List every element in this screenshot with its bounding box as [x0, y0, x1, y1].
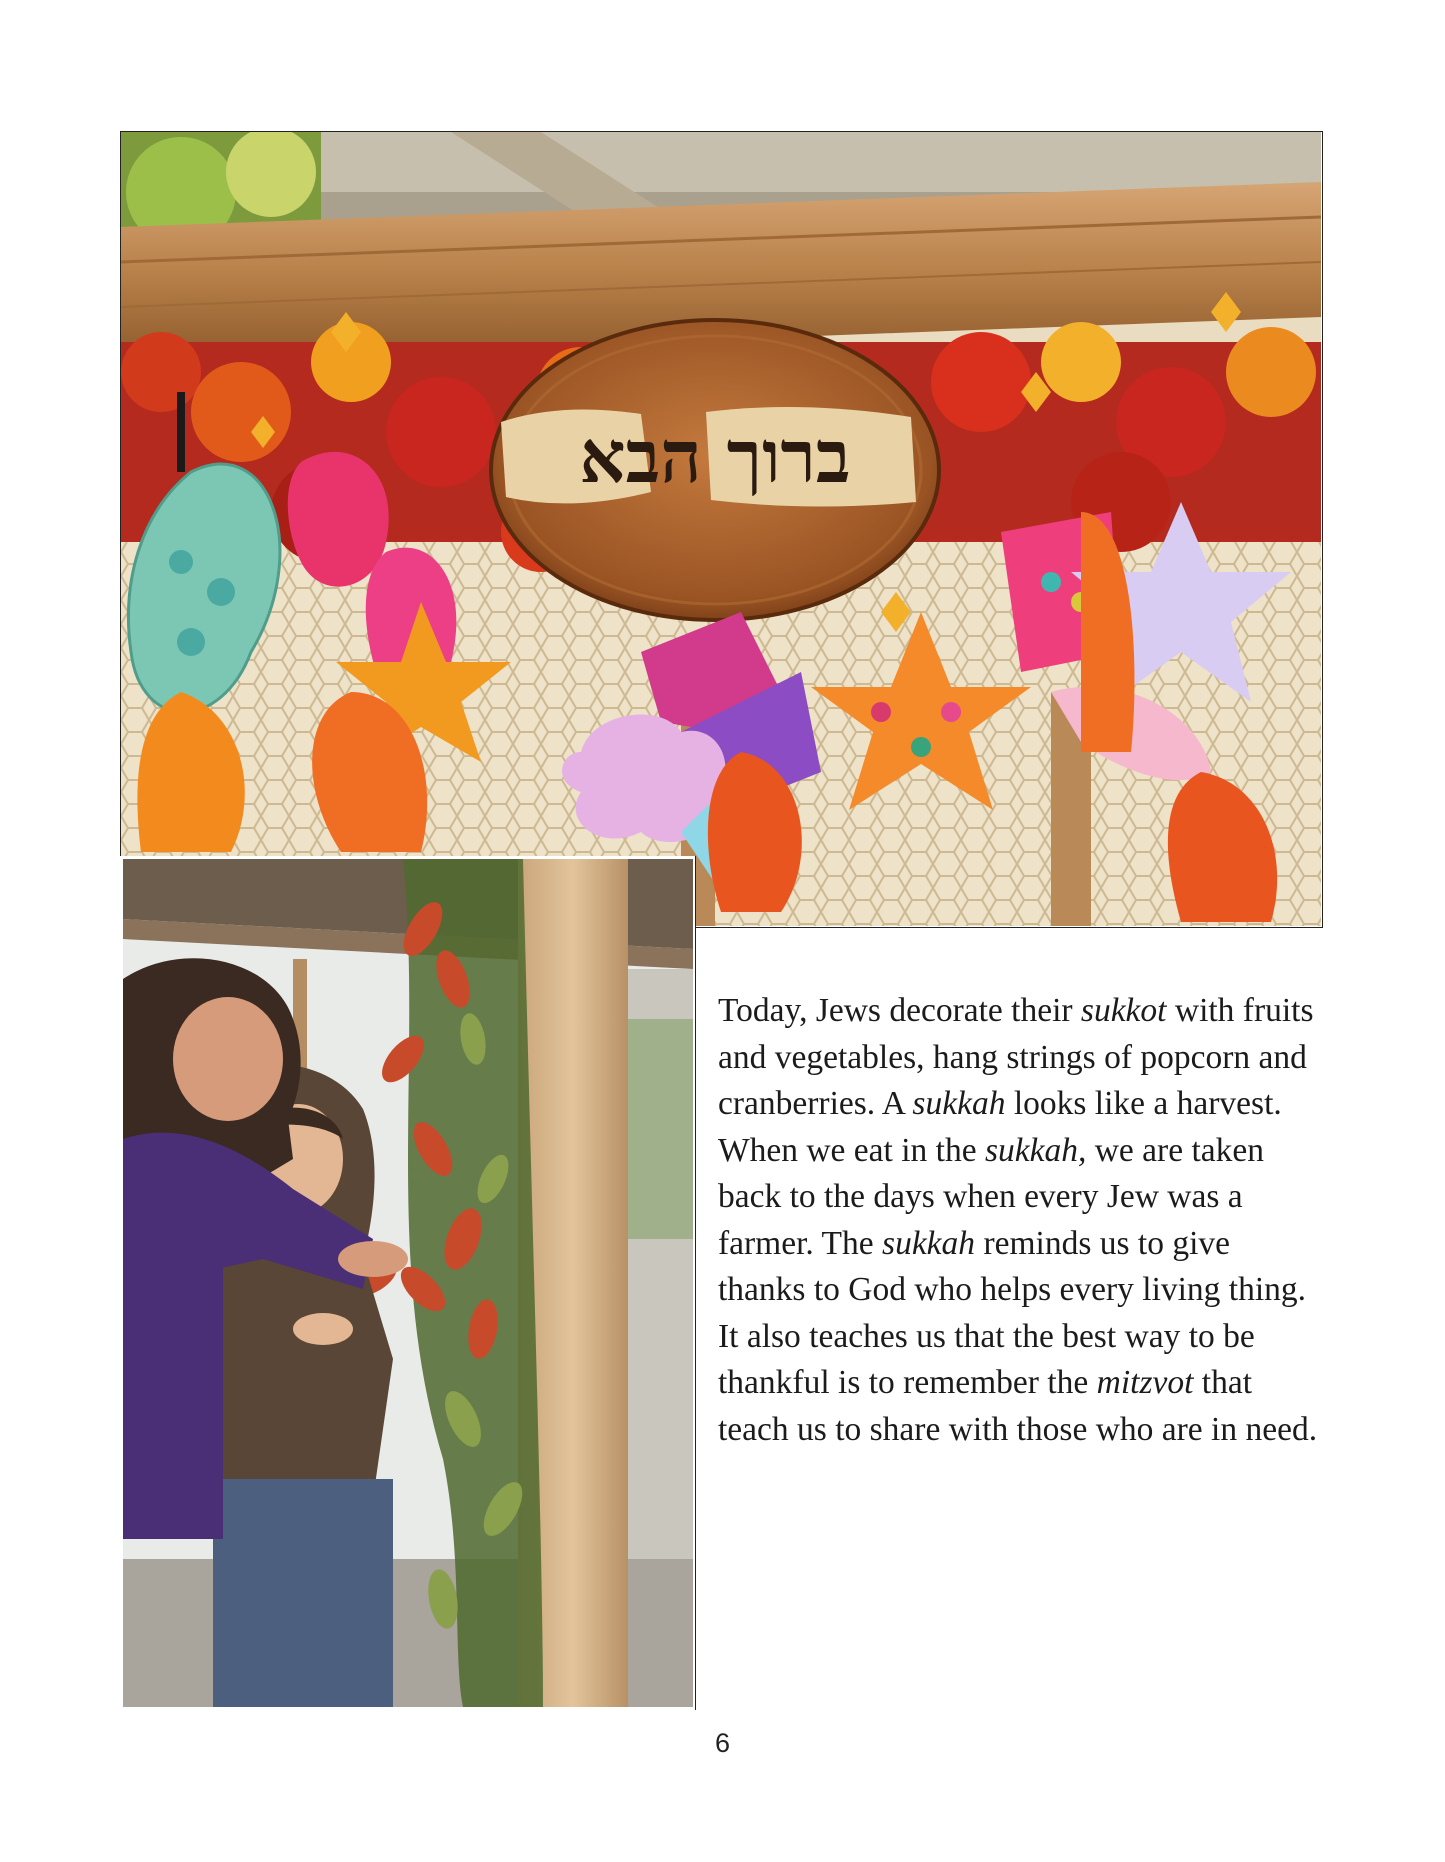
italic-term: sukkah — [912, 1085, 1006, 1122]
sukkah-decorations-photo — [120, 131, 1323, 928]
text-run: that teach us to share with those who are in need. — [718, 1364, 1318, 1448]
italic-term: sukkot — [1080, 992, 1167, 1029]
text-run: Today, Jews decorate their — [718, 992, 1081, 1029]
body-paragraph — [718, 988, 1318, 1453]
hebrew-sign-text: ברוך הבא — [579, 414, 851, 499]
page-number: 6 — [714, 1728, 731, 1758]
decorating-sukkah-photo — [120, 856, 696, 1710]
text-run: we are taken back to the days when every Jew was a farmer. The — [718, 1131, 1264, 1262]
text-run: reminds us to give thanks to God who helps every living thing. It also teaches us that the best way to be thankful is to remember the — [718, 1224, 1307, 1401]
text-run: looks like a harvest. When we eat in the — [718, 1085, 1282, 1169]
italic-term: mitzvot — [1096, 1364, 1194, 1401]
italic-term: sukkah, — [984, 1131, 1087, 1169]
text-run: with fruits and vegetables, hang strings of popcorn and cranberries. A — [718, 992, 1314, 1122]
italic-term: sukkah — [882, 1224, 976, 1262]
